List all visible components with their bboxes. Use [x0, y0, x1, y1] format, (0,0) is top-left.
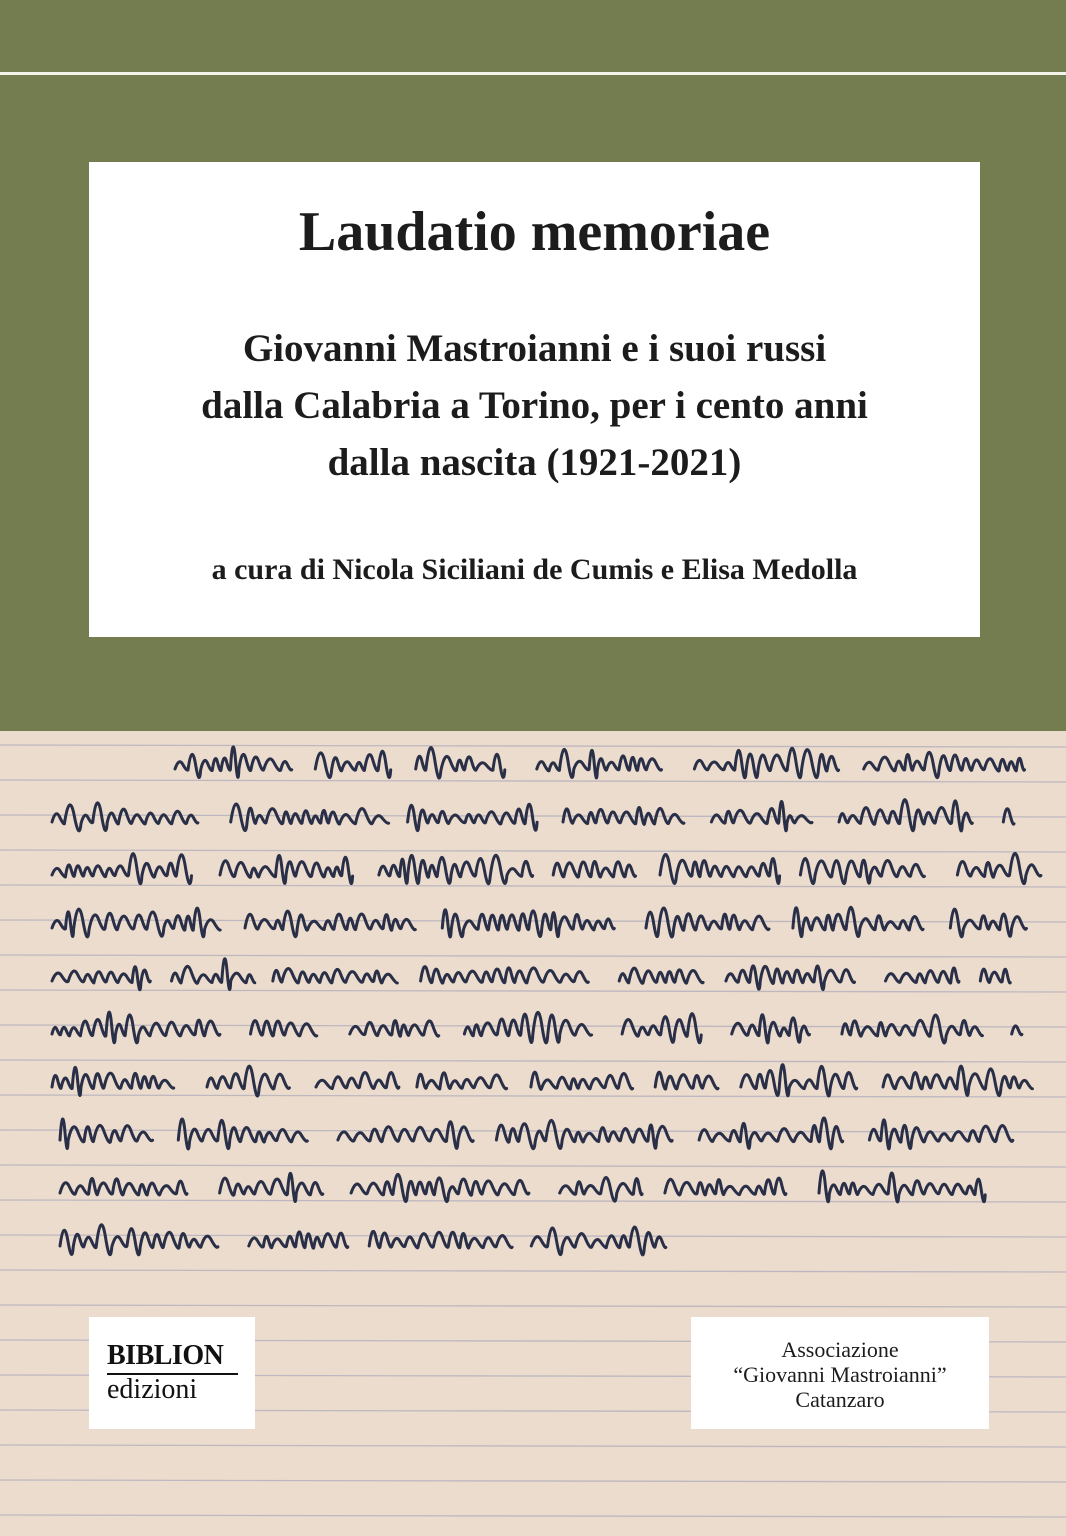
subtitle-line: dalla Calabria a Torino, per i cento anni — [201, 384, 868, 427]
handwriting-stroke — [52, 853, 1041, 883]
handwriting-stroke — [52, 907, 1026, 937]
handwriting-stroke — [52, 1012, 1022, 1043]
handwriting-stroke — [52, 1065, 1032, 1096]
handwriting-stroke — [60, 1171, 985, 1202]
handwriting-stroke — [175, 747, 1025, 778]
publisher-logo — [89, 1317, 255, 1429]
subtitle-line: dalla nascita (1921-2021) — [327, 441, 742, 484]
handwriting-stroke — [52, 800, 1014, 831]
title-panel — [89, 162, 980, 637]
handwriting-stroke — [60, 1118, 1013, 1149]
handwriting-stroke — [52, 959, 1010, 990]
handwriting-stroke — [60, 1225, 666, 1255]
top-rule — [0, 72, 1066, 75]
publisher-name: BIBLION — [107, 1340, 224, 1371]
publisher-imprint: edizioni — [107, 1374, 198, 1405]
book-subtitle — [89, 320, 980, 491]
association-line: Associazione — [781, 1337, 899, 1362]
book-title: Laudatio memoriae — [298, 201, 771, 263]
association-line: “Giovanni Mastroianni” — [733, 1362, 947, 1387]
subtitle-line: Giovanni Mastroianni e i suoi russi — [242, 327, 827, 370]
editors-credit: a cura di Nicola Siciliani de Cumis e Elisa Medolla — [211, 553, 858, 586]
association-line: Catanzaro — [795, 1387, 885, 1412]
association-logo — [691, 1317, 989, 1429]
